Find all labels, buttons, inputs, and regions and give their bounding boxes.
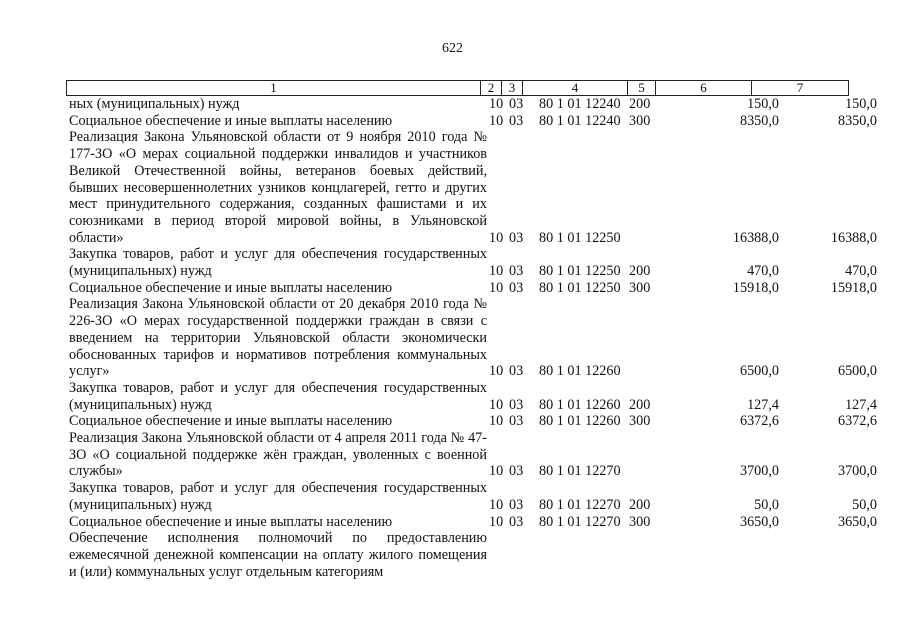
row-name: Реализация Закона Ульяновской области от 20 декабря 2010 года № 226-ЗО «О мерах государственной поддержки граждан в связи с введением на территории Ульяновской области экономически обоснованных тарифов и нормативов потребления коммунальных услуг» — [69, 296, 487, 380]
row-target-code: 80 1 01 12260 — [539, 413, 621, 430]
header-col-2: 2 — [480, 80, 502, 96]
row-amount-1: 6372,6 — [739, 413, 779, 430]
page-number: 622 — [442, 41, 463, 56]
row-section: 10 — [489, 363, 504, 380]
table-row — [0, 530, 905, 580]
header-col-6: 6 — [655, 80, 752, 96]
row-target-code: 80 1 01 12270 — [539, 513, 621, 530]
budget-table-body — [0, 96, 905, 580]
row-name: Обеспечение исполнения полномочий по предоставлению ежемесячной денежной компенсации на оплату жилого помещения и (или) коммунальных услуг отдельным категориям — [69, 530, 487, 580]
row-expense-type: 200 — [629, 396, 651, 413]
row-name: Закупка товаров, работ и услуг для обеспечения государственных (муниципальных) нужд — [69, 379, 487, 413]
row-expense-type: 300 — [629, 413, 651, 430]
row-subsection: 03 — [509, 463, 524, 480]
row-expense-type: 200 — [629, 263, 651, 280]
header-col-5: 5 — [627, 80, 656, 96]
row-amount-1: 3700,0 — [739, 463, 779, 480]
row-subsection: 03 — [509, 263, 524, 280]
row-expense-type: 300 — [629, 112, 651, 129]
row-target-code: 80 1 01 12240 — [539, 112, 621, 129]
table-row — [0, 280, 905, 297]
row-subsection: 03 — [509, 496, 524, 513]
table-row — [0, 514, 905, 531]
row-name: Социальное обеспечение и иные выплаты населению — [69, 513, 393, 530]
row-amount-2: 3650,0 — [837, 513, 877, 530]
table-row — [0, 296, 905, 380]
row-amount-1: 127,4 — [747, 396, 779, 413]
row-amount-2: 15918,0 — [830, 279, 877, 296]
row-section: 10 — [489, 96, 504, 112]
row-subsection: 03 — [509, 229, 524, 246]
row-amount-2: 16388,0 — [830, 229, 877, 246]
row-amount-2: 6500,0 — [837, 363, 877, 380]
row-subsection: 03 — [509, 363, 524, 380]
table-row — [0, 113, 905, 130]
row-section: 10 — [489, 463, 504, 480]
row-section: 10 — [489, 513, 504, 530]
row-amount-2: 3700,0 — [837, 463, 877, 480]
row-expense-type: 300 — [629, 513, 651, 530]
row-subsection: 03 — [509, 396, 524, 413]
row-amount-1: 3650,0 — [739, 513, 779, 530]
row-amount-2: 150,0 — [845, 96, 877, 112]
header-col-1: 1 — [66, 80, 481, 96]
table-row — [0, 96, 905, 113]
row-subsection: 03 — [509, 96, 524, 112]
row-amount-2: 470,0 — [845, 263, 877, 280]
row-name: Реализация Закона Ульяновской области от 9 ноября 2010 года № 177-ЗО «О мерах социальной поддержки инвалидов и участников Великой Отечественной войны, ветеранов боевых действий, бывших несовершеннолетних узников концлагерей, гетто и других мест принудительного содержания, созданных фашистами и их союзниками в период второй мировой войны, в Ульяновской области» — [69, 129, 487, 246]
row-section: 10 — [489, 263, 504, 280]
header-col-7: 7 — [751, 80, 849, 96]
row-amount-1: 8350,0 — [739, 112, 779, 129]
row-amount-1: 6500,0 — [739, 363, 779, 380]
row-target-code: 80 1 01 12250 — [539, 279, 621, 296]
row-amount-1: 470,0 — [747, 263, 779, 280]
row-subsection: 03 — [509, 279, 524, 296]
table-row — [0, 129, 905, 246]
row-name: Социальное обеспечение и иные выплаты населению — [69, 413, 393, 430]
table-row — [0, 430, 905, 480]
row-subsection: 03 — [509, 513, 524, 530]
row-amount-1: 15918,0 — [732, 279, 779, 296]
row-amount-2: 6372,6 — [837, 413, 877, 430]
row-section: 10 — [489, 112, 504, 129]
row-amount-2: 50,0 — [852, 496, 877, 513]
row-amount-2: 127,4 — [845, 396, 877, 413]
row-section: 10 — [489, 396, 504, 413]
row-target-code: 80 1 01 12260 — [539, 363, 621, 380]
row-target-code: 80 1 01 12250 — [539, 263, 621, 280]
row-section: 10 — [489, 229, 504, 246]
row-target-code: 80 1 01 12250 — [539, 229, 621, 246]
row-name: ных (муниципальных) нужд — [69, 96, 240, 112]
row-section: 10 — [489, 413, 504, 430]
row-target-code: 80 1 01 12260 — [539, 396, 621, 413]
row-name: Реализация Закона Ульяновской области от 4 апреля 2011 года № 47-ЗО «О социальной поддержке жён граждан, уволенных с военной службы» — [69, 430, 487, 480]
row-amount-2: 8350,0 — [837, 112, 877, 129]
row-target-code: 80 1 01 12270 — [539, 463, 621, 480]
header-col-4: 4 — [522, 80, 628, 96]
row-amount-1: 16388,0 — [732, 229, 779, 246]
row-expense-type: 200 — [629, 96, 651, 112]
row-expense-type: 200 — [629, 496, 651, 513]
row-subsection: 03 — [509, 413, 524, 430]
table-row — [0, 413, 905, 430]
table-row — [0, 480, 905, 513]
row-amount-1: 150,0 — [747, 96, 779, 112]
row-name: Закупка товаров, работ и услуг для обеспечения государственных (муниципальных) нужд — [69, 480, 487, 513]
row-amount-1: 50,0 — [754, 496, 779, 513]
row-section: 10 — [489, 279, 504, 296]
table-row — [0, 246, 905, 279]
header-col-3: 3 — [501, 80, 523, 96]
row-subsection: 03 — [509, 112, 524, 129]
row-section: 10 — [489, 496, 504, 513]
row-target-code: 80 1 01 12270 — [539, 496, 621, 513]
row-name: Социальное обеспечение и иные выплаты населению — [69, 112, 393, 129]
row-name: Закупка товаров, работ и услуг для обеспечения государственных (муниципальных) нужд — [69, 246, 487, 280]
row-target-code: 80 1 01 12240 — [539, 96, 621, 112]
row-expense-type: 300 — [629, 279, 651, 296]
table-row — [0, 380, 905, 413]
row-name: Социальное обеспечение и иные выплаты населению — [69, 279, 393, 296]
